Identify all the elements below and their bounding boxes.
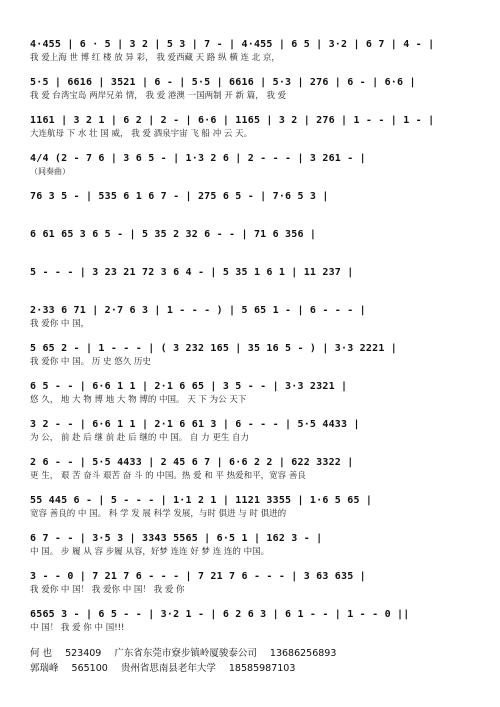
lyrics-line: 为 公， 前 赴 后 继 前 赴 后 继的 中 国。 自 力 更生 自力 (30, 433, 250, 443)
notation-line: 4·455 | 6 · 5 | 3 2 | 5 3 | 7 - | 4·455 | 6 5 | 3·2 | 6 7 | 4 - | (30, 39, 435, 50)
author-name: 何 也 (30, 648, 53, 659)
notation-line: 6 61 65 3 6 5 - | 5 35 2 32 6 - - | 71 6 356 | (30, 229, 317, 240)
notation-line: 6 7 - - | 3·5 3 | 3343 5565 | 6·5 1 | 162 3 - | (30, 533, 323, 544)
interlude-label: （间奏曲） (30, 167, 70, 176)
author-name: 郭瑞峰 (30, 663, 59, 674)
author-phone: 13686256893 (269, 648, 337, 659)
notation-line: 5 - - - | 3 23 21 72 3 6 4 - | 5 35 1 6 1 | 11 237 | (30, 267, 354, 278)
lyrics-line: 我 爱 台湾宝岛 两岸兄弟 情， 我 爱 港澳 一国两制 开 新 篇， 我 爱 (30, 91, 287, 101)
lyrics-line: 大连航母 下 水 壮 国 威， 我 爱 酒泉宇宙 飞 船 冲 云 天。 (30, 129, 253, 139)
notation-line: 6 5 - - | 6·6 1 1 | 2·1 6 65 | 3 5 - - | 3·3 2321 | (30, 381, 348, 392)
author-organization: 贵州省思南县老年大学 (120, 663, 216, 674)
notation-line: 55 445 6 - | 5 - - - | 1·1 2 1 | 1121 3355 | 1·6 5 65 | (30, 495, 373, 506)
lyrics-line (30, 280, 470, 292)
lyrics-line: 中 国。 步 履 从 容 步履 从容，好梦 连连 好 梦 连 连的 中国。 (30, 547, 270, 557)
author-postcode: 523409 (65, 648, 102, 659)
notation-line: 6565 3 - | 6 5 - - | 3·2 1 - | 6 2 6 3 | 6 1 - - | 1 - - 0 || (30, 609, 410, 620)
author-phone: 18585987103 (228, 663, 296, 674)
lyrics-line: 宽容 善良的 中 国。 科 学 发 展 科学 发展，与时 俱进 与 时 俱进的 (30, 509, 287, 519)
notation-line: 3 - - 0 | 7 21 7 6 - - - | 7 21 7 6 - - - | 3 63 635 | (30, 571, 366, 582)
author-organization: 广东省东莞市寮步镇岭厦骏泰公司 (114, 648, 257, 659)
lyrics-line (30, 242, 470, 254)
lyrics-line: 我 爱你 中 国。 历 史 悠久 历史 (30, 357, 151, 367)
notation-line: 5 65 2 - | 1 - - - | ( 3 232 165 | 35 16 5 - ) | 3·3 2221 | (30, 343, 398, 354)
lyrics-line: 我 爱你 中 国！ 我 爱你 中 国！ 我 爱 你 (30, 585, 185, 595)
notation-line: 2·33 6 71 | 2·7 6 3 | 1 - - - ) | 5 65 1 - | 6 - - - | (30, 305, 366, 316)
notation-line: 1161 | 3 2 1 | 6 2 | 2 - | 6·6 | 1165 | 3 2 | 276 | 1 - - | 1 - | (30, 115, 435, 126)
author-postcode: 565100 (71, 663, 108, 674)
notation-line: 5·5 | 6616 | 3521 | 6 - | 5·5 | 6616 | 5·3 | 276 | 6 - | 6·6 | (30, 77, 416, 88)
lyrics-line: 我 爱你 中 国， (30, 319, 90, 329)
notation-line: 3 2 - - | 6·6 1 1 | 2·1 6 61 3 | 6 - - - | 5·5 4433 | (30, 419, 360, 430)
author-line-1 (30, 645, 480, 659)
notation-line: 4/4 (2 - 7 6 | 3 6 5 - | 1·3 2 6 | 2 - - - | 3 261 - | (30, 153, 366, 164)
lyrics-line: 我 爱上海 世 博 红 楼 放 异 彩， 我 爱西藏 天 路 纵 横 连 北 京， (30, 53, 280, 63)
notation-line: 2 6 - - | 5·5 4433 | 2 45 6 7 | 6·6 2 2 | 622 3322 | (30, 457, 354, 468)
author-line-2 (30, 660, 480, 674)
lyrics-line: 中 国！ 我 爱 你 中 国!!! (30, 623, 125, 633)
lyrics-line: 悠 久， 地 大 物 博 地 大 物 博的 中国。 天 下 为公 天下 (30, 395, 247, 405)
notation-line: 76 3 5 - | 535 6 1 6 7 - | 275 6 5 - | 7·6 5 3 | (30, 191, 329, 202)
lyrics-line: 更 生， 艰 苦 奋斗 艰苦 奋 斗 的 中国。热 爱 和 平 热爱和平，宽容 善良 (30, 471, 306, 481)
lyrics-line (30, 204, 470, 216)
